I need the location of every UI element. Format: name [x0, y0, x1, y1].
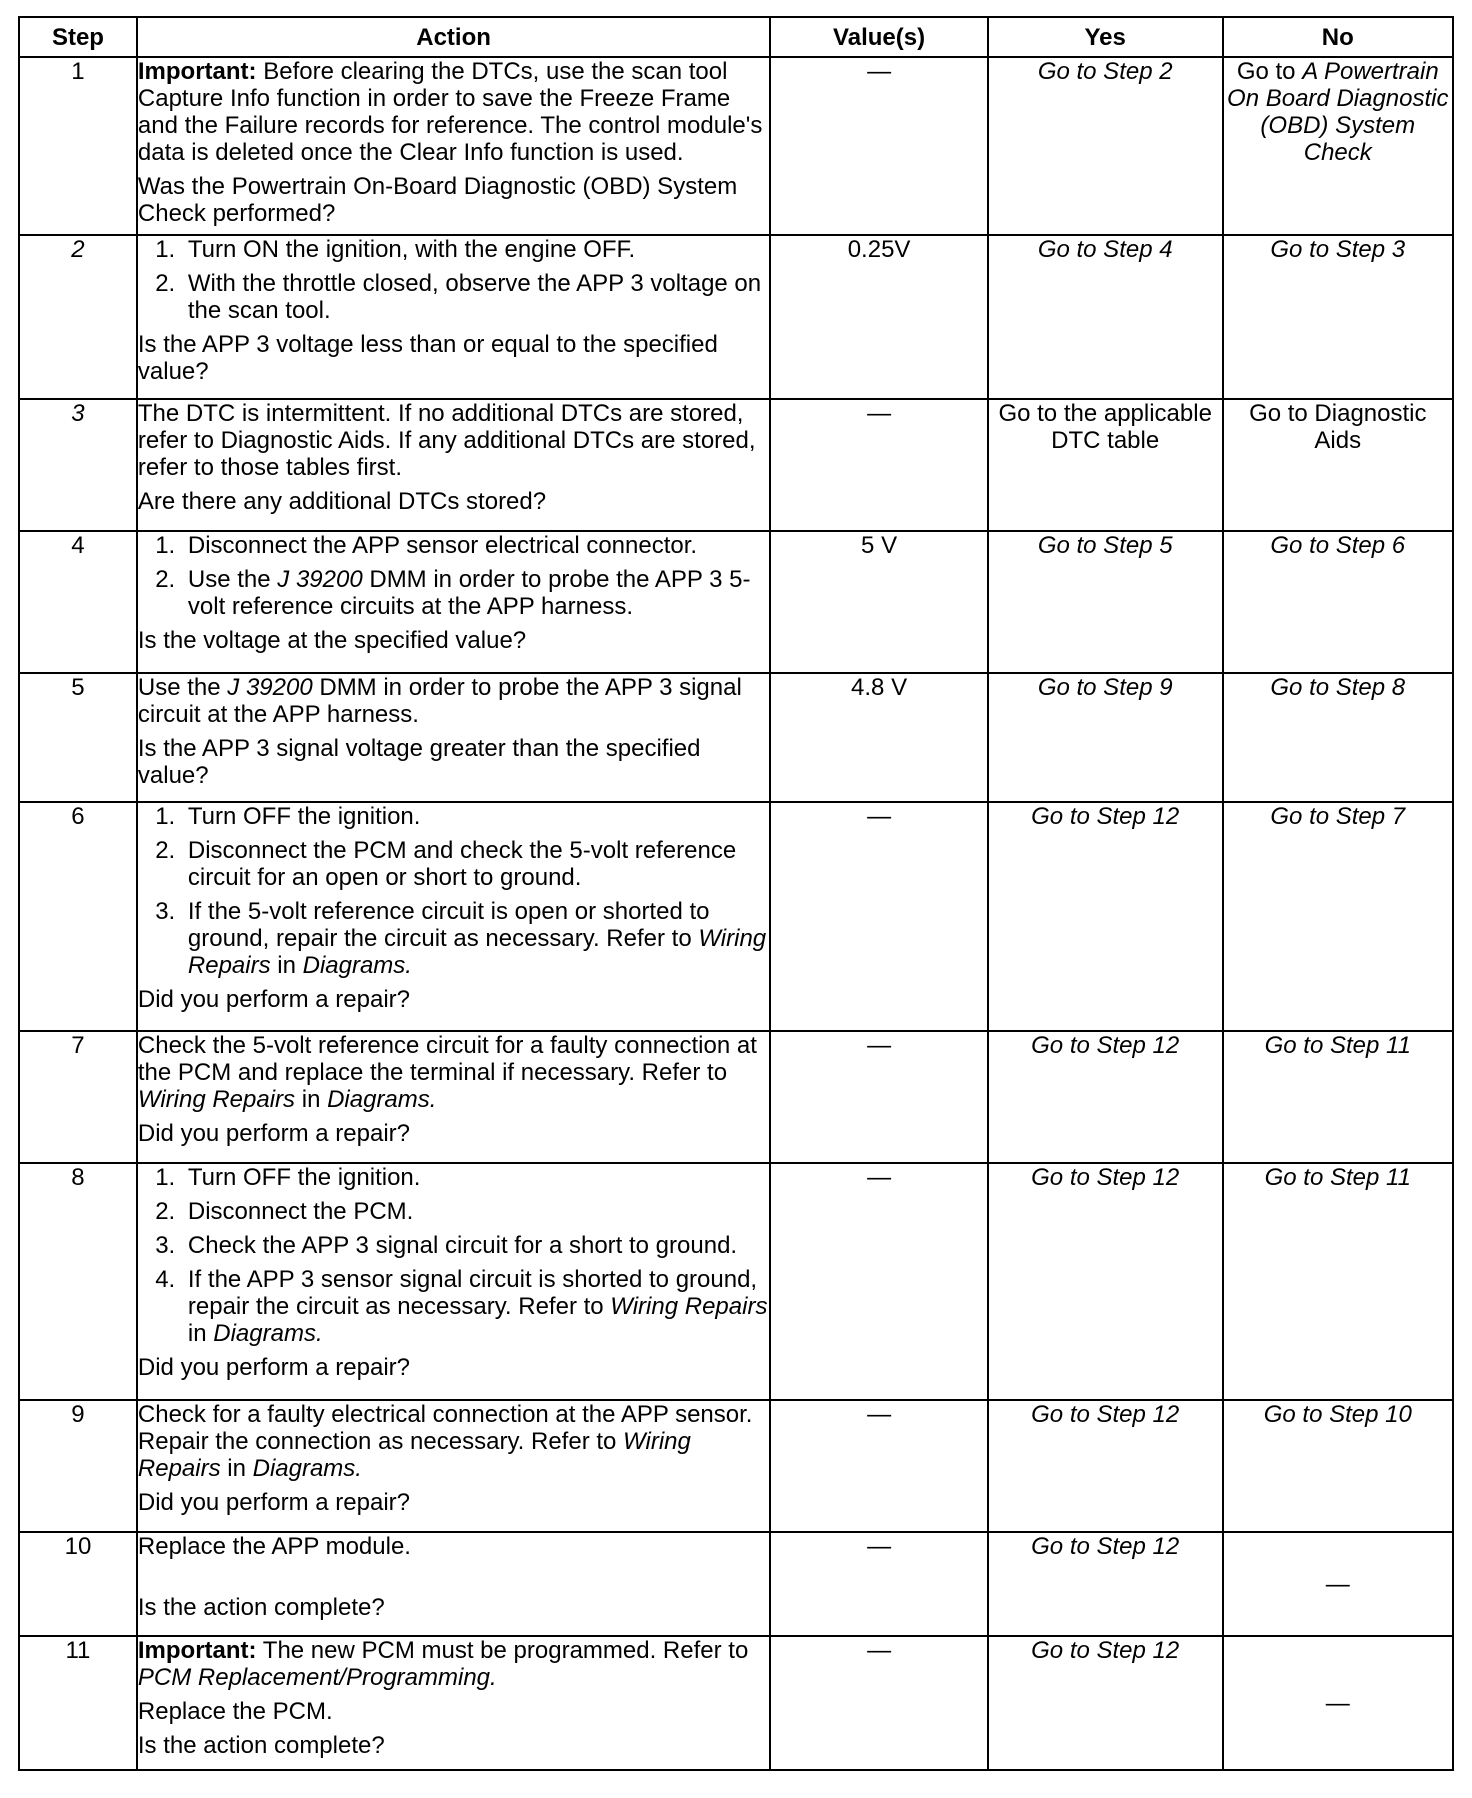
- table-row: [19, 1163, 1453, 1400]
- no-cell: Go to Diagnostic Aids: [1223, 399, 1453, 531]
- question-text: Is the APP 3 signal voltage greater than the specified value?: [137, 735, 701, 789]
- reference-link: Wiring Repairs: [137, 1428, 691, 1482]
- no-cell: Go to Step 7: [1223, 802, 1453, 1031]
- list-item: 2. Disconnect the PCM.: [182, 1198, 769, 1225]
- action-cell: [137, 1636, 770, 1770]
- question-text: Did you perform a repair?: [137, 1354, 411, 1381]
- action-list: [138, 236, 769, 324]
- table-row: [19, 1532, 1453, 1636]
- no-cell: Go to Step 11: [1223, 1031, 1453, 1163]
- reference-link: Wiring Repairs: [137, 1086, 296, 1113]
- reference-link: Diagrams.: [327, 1086, 437, 1113]
- question-text: Did you perform a repair?: [137, 986, 411, 1013]
- no-link: A Powertrain On Board Diagnostic (OBD) System Check: [1227, 58, 1449, 166]
- important-note: [138, 1637, 769, 1691]
- list-item: 1. Disconnect the APP sensor electrical connector.: [182, 532, 769, 559]
- important-text: The new PCM must be programmed. Refer to: [256, 1637, 749, 1664]
- question-text: Was the Powertrain On-Board Diagnostic (OBD) System Check performed?: [137, 173, 738, 227]
- value-cell: 0.25V: [770, 235, 988, 399]
- header-values: Value(s): [770, 17, 988, 57]
- step-number: 6: [19, 802, 137, 1031]
- list-item: 1. Turn OFF the ignition.: [182, 1164, 769, 1191]
- action-text: [138, 1401, 769, 1482]
- question-text: Is the APP 3 voltage less than or equal to the specified value?: [137, 331, 718, 385]
- action-text: [138, 1032, 769, 1113]
- item-text: If the 5-volt reference circuit is open or shorted to ground, repair the circuit as necessary. Refer to: [187, 898, 710, 952]
- reference-link: Wiring Repairs: [187, 925, 767, 979]
- step-number: 10: [19, 1532, 137, 1636]
- header-action: Action: [137, 17, 770, 57]
- action-text-part: Check the 5-volt reference circuit for a faulty connection at the PCM and replace the terminal if necessary. Refer to: [137, 1032, 757, 1086]
- value-cell: 5 V: [770, 531, 988, 673]
- reference-link: Diagrams.: [302, 952, 412, 979]
- value-cell: —: [770, 1532, 988, 1636]
- action-text: Replace the APP module.: [137, 1533, 411, 1560]
- action-text-part: in: [295, 1086, 328, 1113]
- yes-cell: Go to Step 12: [988, 1163, 1223, 1400]
- item-text: If the APP 3 sensor signal circuit is shorted to ground, repair the circuit as necessary. Refer to: [187, 1266, 758, 1320]
- yes-cell: Go to Step 4: [988, 235, 1223, 399]
- value-cell: —: [770, 57, 988, 235]
- table-row: [19, 57, 1453, 235]
- action-text: The DTC is intermittent. If no additional DTCs are stored, refer to Diagnostic Aids. If any additional DTCs are stored, refer to those tables first.: [137, 400, 756, 481]
- no-cell: Go to Step 3: [1223, 235, 1453, 399]
- no-cell: Go to Step 8: [1223, 673, 1453, 802]
- question-text: Are there any additional DTCs stored?: [137, 488, 547, 515]
- action-cell: [137, 1163, 770, 1400]
- list-item: 2. With the throttle closed, observe the APP 3 voltage on the scan tool.: [182, 270, 769, 324]
- table-row: [19, 1031, 1453, 1163]
- step-number: 11: [19, 1636, 137, 1770]
- item-text: DMM in order to probe the APP 3 5-volt reference circuits at the APP harness.: [187, 566, 751, 620]
- reference-link: PCM Replacement/Programming.: [137, 1664, 497, 1691]
- action-cell: [137, 1400, 770, 1532]
- no-cell: Go to Step 11: [1223, 1163, 1453, 1400]
- yes-cell: Go to Step 12: [988, 1636, 1223, 1770]
- table-row: [19, 1636, 1453, 1770]
- list-item: 3. Check the APP 3 signal circuit for a short to ground.: [182, 1232, 769, 1259]
- no-prefix: Go to: [1236, 58, 1303, 85]
- no-cell: Go to Step 10: [1223, 1400, 1453, 1532]
- yes-cell: Go to Step 12: [988, 1532, 1223, 1636]
- value-cell: —: [770, 1163, 988, 1400]
- value-cell: —: [770, 1636, 988, 1770]
- reference-link: Wiring Repairs: [610, 1293, 768, 1320]
- list-item: [182, 566, 769, 620]
- list-item: [182, 1266, 769, 1347]
- action-text-part: in: [220, 1455, 253, 1482]
- reference-link: Diagrams.: [213, 1320, 323, 1347]
- action-cell: [137, 1031, 770, 1163]
- tool-name: J 39200: [277, 566, 363, 593]
- yes-cell: Go to the applicable DTC table: [988, 399, 1223, 531]
- value-cell: 4.8 V: [770, 673, 988, 802]
- step-number: 4: [19, 531, 137, 673]
- action-text-part: Use the: [137, 674, 228, 701]
- yes-cell: Go to Step 12: [988, 1400, 1223, 1532]
- yes-cell: Go to Step 5: [988, 531, 1223, 673]
- value-cell: —: [770, 399, 988, 531]
- header-row: [19, 17, 1453, 57]
- list-item: 2. Disconnect the PCM and check the 5-volt reference circuit for an open or short to ground.: [182, 837, 769, 891]
- no-cell: Go to Step 6: [1223, 531, 1453, 673]
- important-text: Before clearing the DTCs, use the scan tool Capture Info function in order to save the Freeze Frame and the Failure records for reference. The control module's data is deleted once the Clear Info function is used.: [137, 58, 763, 166]
- question-text: Did you perform a repair?: [137, 1120, 411, 1147]
- table-row: [19, 1400, 1453, 1532]
- list-item: 1. Turn ON the ignition, with the engine OFF.: [182, 236, 769, 263]
- list-item: 1. Turn OFF the ignition.: [182, 803, 769, 830]
- important-label: Important:: [137, 1637, 257, 1664]
- tool-name: J 39200: [227, 674, 313, 701]
- action-text: [138, 674, 769, 728]
- table-row: [19, 673, 1453, 802]
- action-cell: [137, 57, 770, 235]
- table-row: [19, 531, 1453, 673]
- action-cell: [137, 1532, 770, 1636]
- step-number: 7: [19, 1031, 137, 1163]
- step-number: 1: [19, 57, 137, 235]
- action-cell: [137, 235, 770, 399]
- step-number: 2: [19, 235, 137, 399]
- action-list: [138, 1164, 769, 1347]
- list-item: [182, 898, 769, 979]
- action-cell: [137, 399, 770, 531]
- important-label: Important:: [137, 58, 257, 85]
- no-cell: [1223, 57, 1453, 235]
- table-row: [19, 235, 1453, 399]
- yes-cell: Go to Step 9: [988, 673, 1223, 802]
- action-text: Replace the PCM.: [137, 1698, 333, 1725]
- step-number: 8: [19, 1163, 137, 1400]
- question-text: Is the voltage at the specified value?: [137, 627, 527, 654]
- no-cell: —: [1223, 1532, 1453, 1636]
- value-cell: —: [770, 1031, 988, 1163]
- no-cell: —: [1223, 1636, 1453, 1770]
- value-cell: —: [770, 1400, 988, 1532]
- item-text: Use the: [187, 566, 278, 593]
- item-text: in: [270, 952, 303, 979]
- action-text-part: DMM in order to probe the APP 3 signal circuit at the APP harness.: [137, 674, 742, 728]
- header-no: No: [1223, 17, 1453, 57]
- yes-cell: Go to Step 12: [988, 1031, 1223, 1163]
- important-note: [138, 58, 769, 166]
- reference-link: Diagrams.: [252, 1455, 362, 1482]
- question-text: Did you perform a repair?: [137, 1489, 411, 1516]
- yes-cell: Go to Step 2: [988, 57, 1223, 235]
- question-text: Is the action complete?: [137, 1594, 385, 1621]
- diagnostic-table: [18, 16, 1454, 1771]
- item-text: in: [187, 1320, 214, 1347]
- action-cell: [137, 673, 770, 802]
- step-number: 3: [19, 399, 137, 531]
- table-row: [19, 802, 1453, 1031]
- action-list: [138, 532, 769, 620]
- header-step: Step: [19, 17, 137, 57]
- question-text: Is the action complete?: [137, 1732, 385, 1759]
- step-number: 9: [19, 1400, 137, 1532]
- table-row: [19, 399, 1453, 531]
- header-yes: Yes: [988, 17, 1223, 57]
- action-cell: [137, 802, 770, 1031]
- step-number: 5: [19, 673, 137, 802]
- value-cell: —: [770, 802, 988, 1031]
- yes-cell: Go to Step 12: [988, 802, 1223, 1031]
- action-text-part: Check for a faulty electrical connection at the APP sensor. Repair the connection as necessary. Refer to: [137, 1401, 753, 1455]
- action-cell: [137, 531, 770, 673]
- action-list: [138, 803, 769, 979]
